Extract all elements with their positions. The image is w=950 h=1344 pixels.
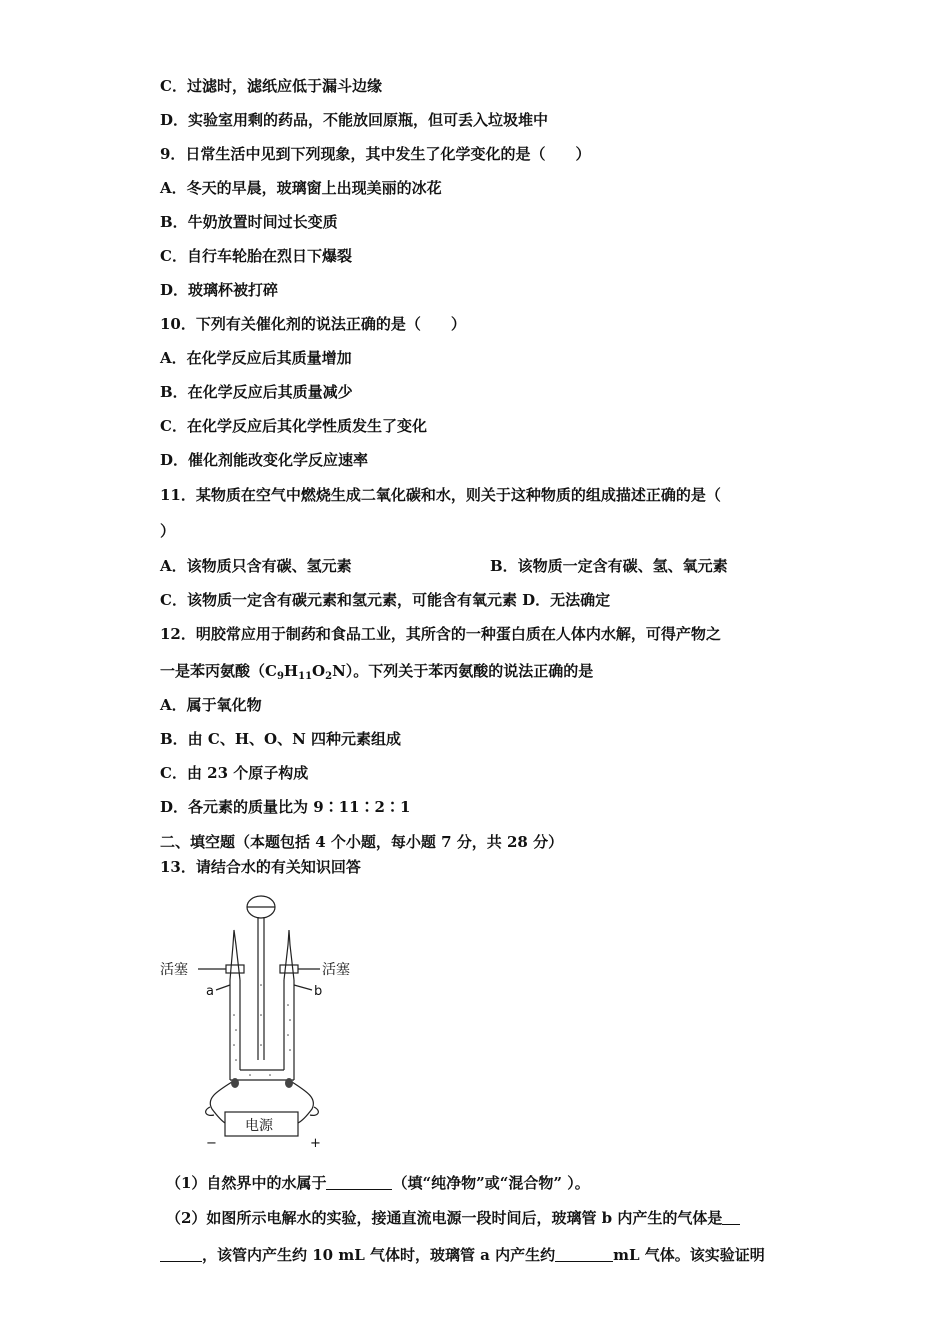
q12-option-a: A．属于氧化物	[160, 696, 262, 714]
tube-b-label: b	[314, 984, 323, 999]
negative-terminal-label: −	[206, 1136, 217, 1150]
q13-part1-post: （填“纯净物”或“混合物” ）。	[392, 1174, 590, 1192]
q12-option-c: C．由 23 个原子构成	[160, 764, 309, 782]
q8-option-d: D．实验室用剩的药品，不能放回原瓶，但可丢入垃圾堆中	[160, 111, 549, 129]
q13-part1-blank[interactable]	[326, 1175, 392, 1190]
q9-option-a: A．冬天的早晨，玻璃窗上出现美丽的冰花	[160, 179, 442, 197]
q13-part2-blank-b-end[interactable]	[160, 1247, 202, 1262]
q13-part2-post: mL 气体。该实验证明	[613, 1246, 765, 1264]
q12-option-b: B．由 C、H、O、N 四种元素组成	[160, 730, 402, 748]
q12-stem-line2	[160, 661, 593, 687]
q9-stem: 9．日常生活中见到下列现象，其中发生了化学变化的是（ ）	[160, 145, 591, 163]
q10-stem: 10．下列有关催化剂的说法正确的是（ ）	[160, 315, 466, 333]
q8-option-c: C．过滤时，滤纸应低于漏斗边缘	[160, 77, 382, 95]
formula-sub-2: 2	[325, 671, 333, 682]
q13-part1	[166, 1173, 590, 1193]
q11-stem-line2: ）	[160, 522, 176, 540]
positive-terminal-label: +	[310, 1136, 321, 1150]
q12-stem-line1: 12．明胶常应用于制药和食品工业，其所含的一种蛋白质在人体内水解，可得产物之	[160, 625, 721, 643]
q10-option-a: A．在化学反应后其质量增加	[160, 349, 352, 367]
q13-part2-blank-volume[interactable]	[555, 1247, 613, 1262]
q13-part2	[166, 1208, 740, 1228]
q11-option-b: B．该物质一定含有碳、氢、氧元素	[490, 557, 728, 575]
q9-option-d: D．玻璃杯被打碎	[160, 281, 279, 299]
q10-option-c: C．在化学反应后其化学性质发生了变化	[160, 417, 427, 435]
formula-sub-11: 11	[298, 671, 313, 682]
electrolysis-apparatus-figure	[150, 885, 370, 1150]
q13-part2-cont	[160, 1245, 765, 1265]
formula-h: H	[283, 662, 299, 680]
section-2-heading: 二、填空题（本题包括 4 个小题，每小题 7 分，共 28 分）	[160, 833, 564, 851]
q13-part2-pre: （2）如图所示电解水的实验，接通直流电源一段时间后，玻璃管 b 内产生的气体是	[166, 1209, 723, 1227]
power-supply-label: 电源	[245, 1118, 273, 1134]
q11-option-a: A．该物质只含有碳、氢元素	[160, 557, 352, 575]
q13-part2-blank-b-start[interactable]	[722, 1210, 740, 1225]
formula-o: O	[312, 662, 326, 680]
left-stopcock-label: 活塞	[160, 962, 188, 978]
q12-stem2-post: N）。下列关于苯丙氨酸的说法正确的是	[332, 662, 594, 680]
q12-stem2-pre: 一是苯丙氨酸（C	[160, 662, 277, 680]
q13-part1-pre: （1）自然界中的水属于	[166, 1174, 327, 1192]
q13-part2-mid: ，该管内产生约 10 mL 气体时，玻璃管 a 内产生约	[202, 1246, 556, 1264]
q12-option-d: D．各元素的质量比为 9∶11∶2∶1	[160, 798, 411, 816]
q11-option-cd: C．该物质一定含有碳元素和氢元素，可能含有氧元素 D．无法确定	[160, 591, 611, 609]
tube-a-label: a	[206, 984, 214, 999]
q11-stem-line1: 11．某物质在空气中燃烧生成二氧化碳和水，则关于这种物质的组成描述正确的是（	[160, 486, 721, 504]
right-stopcock-label: 活塞	[322, 962, 350, 978]
right-valve	[280, 965, 298, 973]
q11-options-ab	[160, 556, 800, 576]
q10-option-b: B．在化学反应后其质量减少	[160, 383, 353, 401]
electrolysis-diagram	[150, 885, 370, 1150]
left-valve	[226, 965, 244, 973]
formula-sub-9: 9	[276, 671, 284, 682]
q9-option-b: B．牛奶放置时间过长变质	[160, 213, 338, 231]
q9-option-c: C．自行车轮胎在烈日下爆裂	[160, 247, 352, 265]
q13-stem: 13．请结合水的有关知识回答	[160, 858, 361, 876]
q10-option-d: D．催化剂能改变化学反应速率	[160, 451, 369, 469]
